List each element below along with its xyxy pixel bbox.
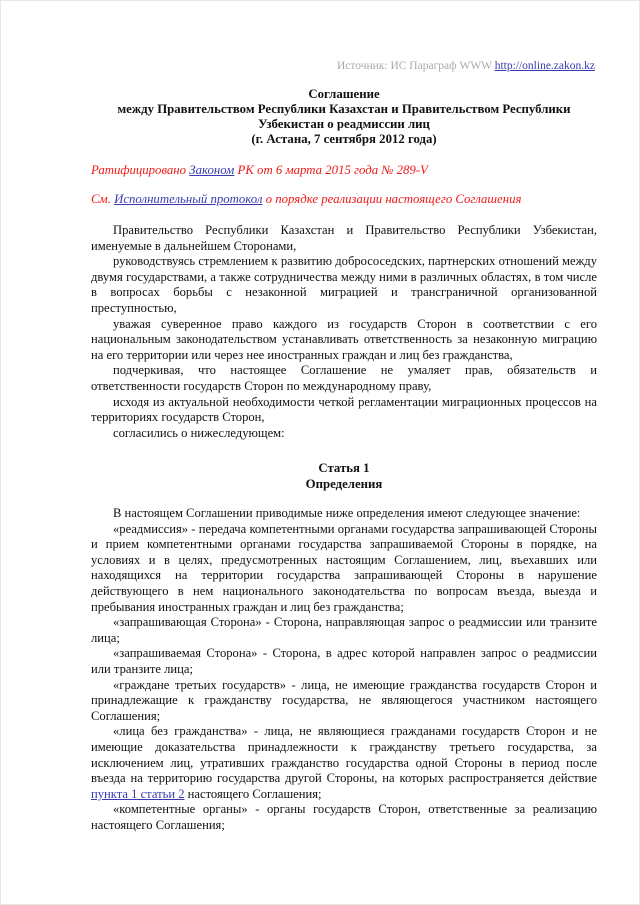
paragraph: исходя из актуальной необходимости четкой регламентации миграционных процессов на территориях государств Сторон, (91, 394, 597, 425)
paragraph: «граждане третьих государств» - лица, не имеющие гражданства государств Сторон и принадлежащие к гражданству государства, не являющегося участником настоящего Соглашения; (91, 677, 597, 723)
paragraph-text: «лица без гражданства» - лица, не являющиеся гражданами государств Сторон и не имеющие доказательства принадлежности к гражданству третьего государства, за исключением лиц, утративших гражданство государства одной Стороны в период после въезда на территорию государства другой Стороны, на которых распространяется действие (91, 724, 597, 786)
protocol-link[interactable]: Исполнительный протокол (114, 192, 263, 206)
note-text: См. (91, 192, 115, 206)
note-text: о порядке реализации настоящего Соглашения (262, 192, 522, 206)
note-text: Ратифицировано (91, 163, 190, 177)
paragraph: «запрашивающая Сторона» - Сторона, направляющая запрос о реадмиссии или транзите лица; (91, 615, 597, 645)
article-title: Определения (305, 477, 383, 491)
title-line: Соглашение (308, 87, 380, 101)
see-also-note (91, 192, 597, 207)
paragraph: руководствуясь стремлением к развитию добрососедских, партнерских отношений между двумя государствами, а также сотрудничества между ними в различных областях, в том числе в вопросах борьбы с незаконной миграцией и трансграничной организованной преступностью, (91, 254, 597, 315)
preamble (91, 223, 597, 441)
source-prefix: Источник: ИС Параграф WWW (336, 60, 495, 72)
paragraph: «запрашиваемая Сторона» - Сторона, в адрес которой направлен запрос о реадмиссии или транзите лица; (91, 646, 597, 676)
paragraph (91, 724, 597, 802)
article-body (91, 506, 597, 833)
paragraph: Правительство Республики Казахстан и Правительство Республики Узбекистан, именуемые в дальнейшем Сторонами, (91, 223, 597, 253)
source-link[interactable]: http://online.zakon.kz (494, 60, 595, 72)
paragraph-text: настоящего Соглашения; (184, 786, 322, 801)
paragraph: «компетентные органы» - органы государств Сторон, ответственные за реализацию настоящего Соглашения; (91, 802, 597, 832)
paragraph: подчеркивая, что настоящее Соглашение не умаляет прав, обязательств и ответственности государств Сторон по международному праву, (91, 363, 597, 393)
paragraph: В настоящем Соглашении приводимые ниже определения имеют следующее значение: (113, 506, 581, 520)
law-link[interactable]: Законом (189, 163, 235, 177)
source-line (337, 60, 595, 72)
paragraph: согласились о нижеследующем: (113, 425, 285, 440)
title-line: между Правительством Республики Казахстан и Правительством Республики (117, 102, 571, 116)
article-number: Статья 1 (318, 461, 370, 475)
paragraph: «реадмиссия» - передача компетентными органами государства запрашивающей Стороны и прием компетентными органами государства запрашиваемой Стороны в порядке, на условиях и в целях, предусмотренных настоящим Соглашением, лиц, въехавших или находящихся на территории государства запрашивающей Стороны в нарушение действующего в нем национального законодательства по вопросам въезда, выезда и пребывания иностранных граждан и лиц без гражданства; (91, 521, 597, 614)
paragraph: уважая суверенное право каждого из государств Сторон в соответствии с его национальным законодательством устанавливать ответственность за незаконную миграцию на его территории или через нее иностранных граждан и лиц без гражданства, (91, 316, 597, 362)
document-title (91, 87, 597, 147)
title-line: Узбекистан о реадмиссии лиц (258, 117, 430, 131)
article-heading (91, 460, 597, 492)
title-line: (г. Астана, 7 сентября 2012 года) (251, 132, 437, 146)
article-reference-link[interactable]: пункта 1 статьи 2 (91, 786, 185, 801)
note-text: РК от 6 марта 2015 года № 289-V (234, 163, 428, 177)
ratified-note (91, 163, 597, 178)
